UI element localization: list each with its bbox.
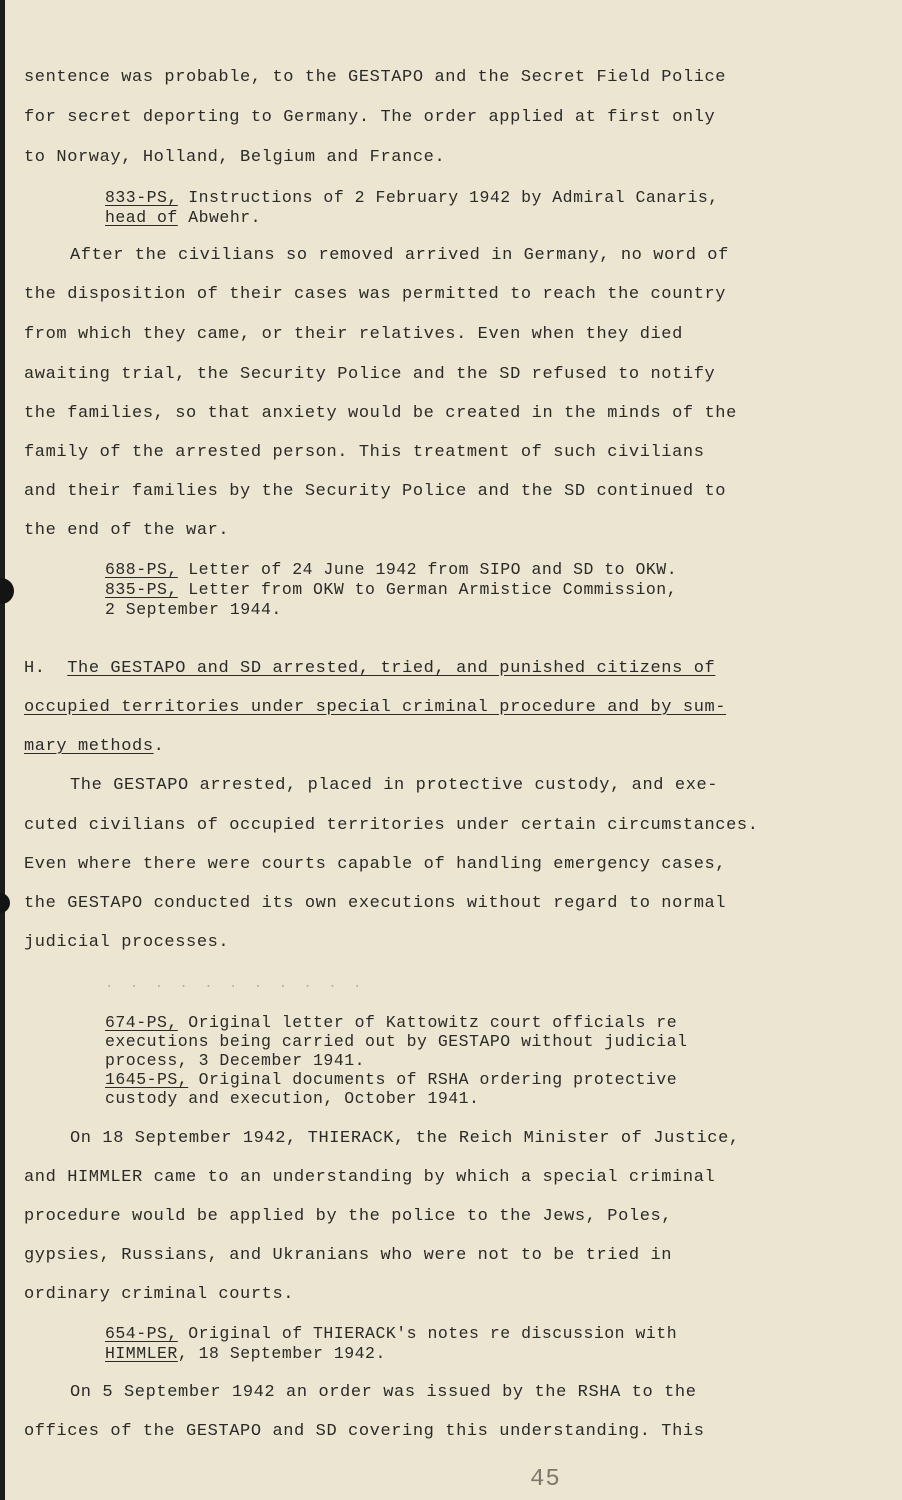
citation-ref: 1645-PS, bbox=[105, 1070, 189, 1089]
section-heading bbox=[24, 659, 882, 678]
text-line: cuted civilians of occupied territories under certain circumstances. bbox=[24, 816, 759, 835]
section-heading-line3 bbox=[24, 737, 882, 756]
citation-text: Letter of 24 June 1942 from SIPO and SD to OKW. bbox=[177, 560, 678, 579]
citation-674-line3: process, 3 December 1941. bbox=[105, 1051, 366, 1070]
citation-674 bbox=[105, 1013, 677, 1032]
text-line: sentence was probable, to the GESTAPO and the Secret Field Police bbox=[24, 68, 727, 87]
citation-underlined: HIMMLER bbox=[105, 1344, 178, 1363]
text-line: and their families by the Security Police and the SD continued to bbox=[24, 482, 727, 501]
section-marker: H. bbox=[24, 659, 46, 678]
text-line: judicial processes. bbox=[24, 933, 230, 952]
text-line: awaiting trial, the Security Police and the SD refused to notify bbox=[24, 365, 716, 384]
text-line: After the civilians so removed arrived in Germany, no word of bbox=[70, 246, 729, 265]
citation-ref: 674-PS, bbox=[105, 1013, 178, 1032]
text-line: gypsies, Russians, and Ukranians who were not to be tried in bbox=[24, 1246, 673, 1265]
text-line: On 5 September 1942 an order was issued by the RSHA to the bbox=[70, 1383, 697, 1402]
text-line: family of the arrested person. This treatment of such civilians bbox=[24, 443, 705, 462]
citation-1645-line2: custody and execution, October 1941. bbox=[105, 1089, 480, 1108]
page-number: 45 bbox=[530, 1466, 561, 1493]
section-heading-line2 bbox=[24, 698, 882, 717]
heading-period: . bbox=[153, 737, 165, 756]
citation-text: Letter from OKW to German Armistice Commission, bbox=[177, 580, 678, 599]
text-line: procedure would be applied by the police to the Jews, Poles, bbox=[24, 1207, 673, 1226]
text-line: the end of the war. bbox=[24, 521, 230, 540]
citation-text: Abwehr. bbox=[177, 208, 262, 227]
citation-654 bbox=[105, 1324, 677, 1343]
text-line: the GESTAPO conducted its own executions without regard to normal bbox=[24, 894, 727, 913]
citation-674-line2: executions being carried out by GESTAPO without judicial bbox=[105, 1032, 688, 1051]
citation-1645 bbox=[105, 1070, 677, 1089]
citation-text: Original of THIERACK's notes re discussion with bbox=[177, 1324, 678, 1343]
citation-ref: 654-PS, bbox=[105, 1324, 178, 1343]
text-line: offices of the GESTAPO and SD covering this understanding. This bbox=[24, 1422, 705, 1441]
citation-654-line2 bbox=[105, 1344, 386, 1363]
text-line: ordinary criminal courts. bbox=[24, 1285, 295, 1304]
citation-688 bbox=[105, 560, 677, 579]
citation-ref: 688-PS, bbox=[105, 560, 178, 579]
citation-835-date: 2 September 1944. bbox=[105, 600, 282, 619]
citation-text: Original letter of Kattowitz court officials re bbox=[177, 1013, 678, 1032]
citation-835 bbox=[105, 580, 677, 599]
text-line: The GESTAPO arrested, placed in protective custody, and exe- bbox=[70, 776, 719, 795]
text-line: and HIMMLER came to an understanding by which a special criminal bbox=[24, 1168, 716, 1187]
citation-text: Instructions of 2 February 1942 by Admiral Canaris, bbox=[177, 188, 719, 207]
punch-hole bbox=[0, 893, 10, 913]
citation-833 bbox=[105, 188, 719, 207]
citation-underlined: head of bbox=[105, 208, 178, 227]
citation-text: , 18 September 1942. bbox=[177, 1344, 386, 1363]
text-line: the disposition of their cases was permitted to reach the country bbox=[24, 285, 727, 304]
faded-erased-text: . . . . . . . . . . . bbox=[105, 976, 366, 992]
citation-ref: 833-PS, bbox=[105, 188, 178, 207]
text-line: the families, so that anxiety would be created in the minds of the bbox=[24, 404, 737, 423]
citation-text: Original documents of RSHA ordering protective bbox=[188, 1070, 678, 1089]
heading-text: The GESTAPO and SD arrested, tried, and punished citizens of bbox=[67, 659, 716, 678]
text-line: Even where there were courts capable of handling emergency cases, bbox=[24, 855, 727, 874]
heading-text: occupied territories under special criminal procedure and by sum- bbox=[24, 698, 727, 717]
heading-text: mary methods bbox=[24, 737, 154, 756]
page-left-edge bbox=[0, 0, 5, 1500]
text-line: to Norway, Holland, Belgium and France. bbox=[24, 148, 446, 167]
citation-ref: 835-PS, bbox=[105, 580, 178, 599]
text-line: for secret deporting to Germany. The order applied at first only bbox=[24, 108, 716, 127]
citation-833-line2 bbox=[105, 208, 261, 227]
text-line: from which they came, or their relatives. Even when they died bbox=[24, 325, 683, 344]
punch-hole bbox=[0, 578, 14, 604]
text-line: On 18 September 1942, THIERACK, the Reich Minister of Justice, bbox=[70, 1129, 740, 1148]
